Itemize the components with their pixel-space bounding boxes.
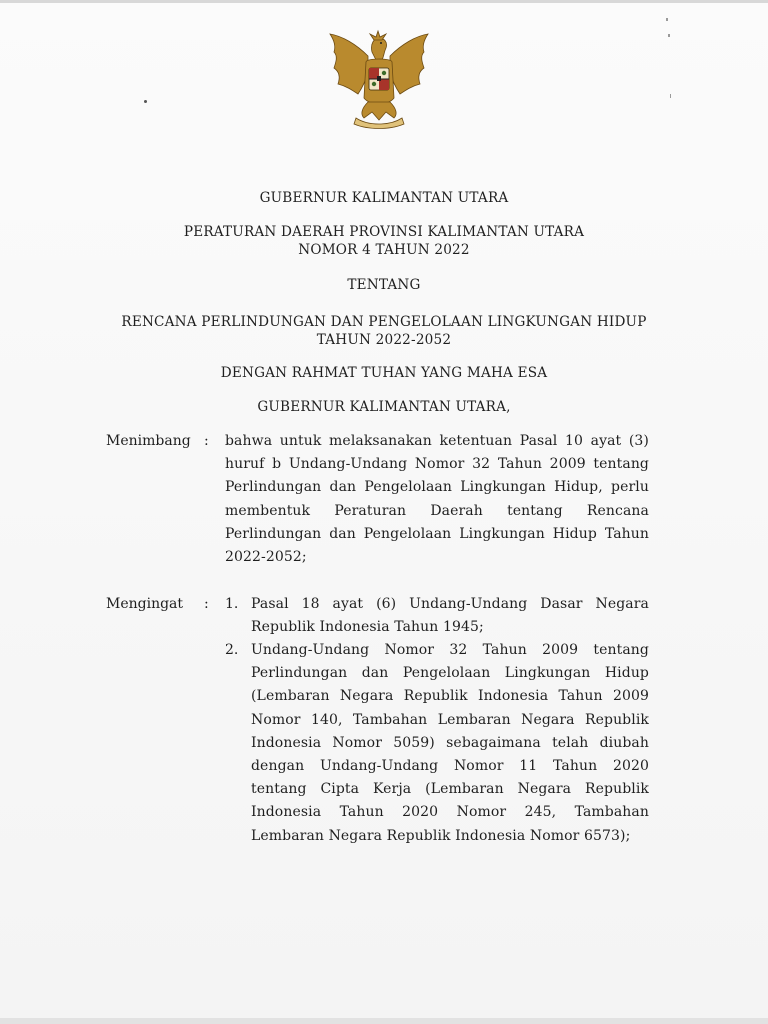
regulation-title: PERATURAN DAERAH PROVINSI KALIMANTAN UTARA <box>183 224 585 240</box>
menimbang-label: Menimbang <box>106 433 191 449</box>
scan-speck <box>668 34 670 37</box>
governor-address: GUBERNUR KALIMANTAN UTARA, <box>257 399 511 415</box>
menimbang-text: bahwa untuk melaksanakan ketentuan Pasal 10 ayat (3) huruf b Undang-Undang Nomor 32 Tahun 2009 tentang Perlindungan dan Pengelolaan Lingkungan Hidup, perlu membentuk Peraturan Daerah tentang Rencana Perlindungan dan Pengelolaan Lingkungan Hidup Tahun 2022-2052; <box>225 433 649 566</box>
about-heading: TENTANG <box>347 277 421 293</box>
scan-speck <box>666 18 668 21</box>
scan-edge-bottom <box>0 1018 768 1024</box>
mengingat-item-number: 1. <box>225 596 239 612</box>
regulation-number: NOMOR 4 TAHUN 2022 <box>298 242 470 258</box>
mengingat-label: Mengingat <box>106 596 184 612</box>
subject-line-2: TAHUN 2022-2052 <box>316 332 452 348</box>
menimbang-colon: : <box>204 433 209 449</box>
mengingat-colon: : <box>204 596 209 612</box>
mengingat-item-text: Undang-Undang Nomor 32 Tahun 2009 tentang Perlindungan dan Pengelolaan Lingkungan Hidup (Lembaran Negara Republik Indonesia Tahun 2009 Nomor 140, Tambahan Lembaran Negara Republik Indonesia Nomor 5059) sebagaimana telah diubah dengan Undang-Undang Nomor 11 Tahun 2020 tentang Cipta Kerja (Lembaran Negara Republik Indonesia Tahun 2020 Nomor 245, Tambahan Lembaran Negara Republik Indonesia Nomor 6573); <box>251 642 649 844</box>
garuda-emblem-icon <box>322 26 436 132</box>
mengingat-item-text: Pasal 18 ayat (6) Undang-Undang Dasar Negara Republik Indonesia Tahun 1945; <box>251 596 649 636</box>
subject-line-1: RENCANA PERLINDUNGAN DAN PENGELOLAAN LINGKUNGAN HIDUP <box>121 314 647 330</box>
scan-edge-top <box>0 0 768 3</box>
scan-speck <box>144 100 147 103</box>
mengingat-item-number: 2. <box>225 642 239 658</box>
blessing-line: DENGAN RAHMAT TUHAN YANG MAHA ESA <box>220 365 548 381</box>
governor-title: GUBERNUR KALIMANTAN UTARA <box>259 190 509 206</box>
scan-speck <box>670 94 671 98</box>
